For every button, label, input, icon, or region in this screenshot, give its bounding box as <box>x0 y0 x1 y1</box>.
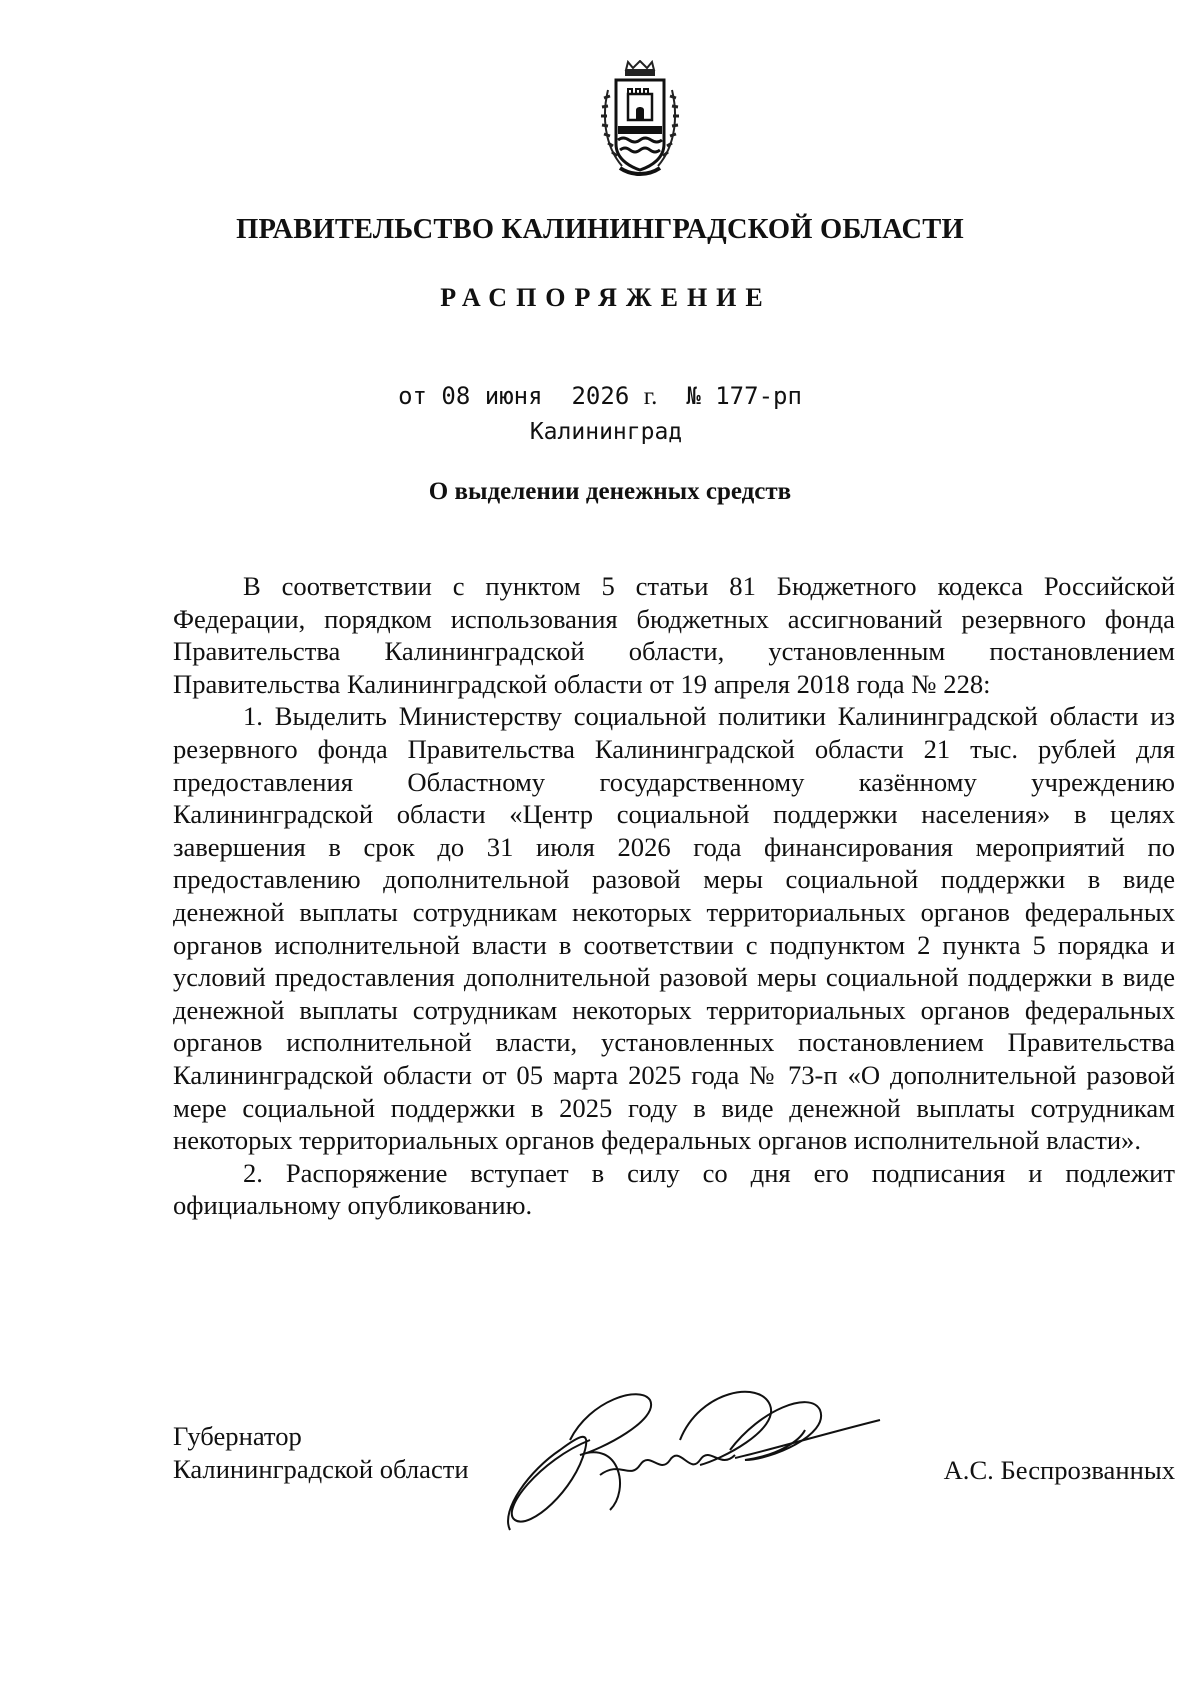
handwritten-signature <box>500 1380 900 1540</box>
item-2-paragraph: 2. Распоряжение вступает в силу со дня его подписания и подлежит официальному опубликованию. <box>173 1157 1175 1221</box>
position-line-2: Калининградской области <box>173 1454 469 1484</box>
signatory-position <box>173 1420 469 1486</box>
signatory-name: А.С. Беспрозванных <box>943 1455 1175 1485</box>
date-year: 2026 <box>571 382 630 410</box>
date-prefix: от <box>398 382 427 410</box>
document-number: 177-рп <box>715 382 802 410</box>
date-month: июня <box>484 382 543 410</box>
organization-title: ПРАВИТЕЛЬСТВО КАЛИНИНГРАДСКОЙ ОБЛАСТИ <box>236 214 964 245</box>
number-sign: № <box>686 382 701 410</box>
document-body <box>173 570 1175 1222</box>
city: Калининград <box>529 419 683 445</box>
date-day: 08 <box>441 382 471 410</box>
document-type: РАСПОРЯЖЕНИЕ <box>440 283 772 312</box>
document-subject: О выделении денежных средств <box>428 478 792 505</box>
coat-of-arms-icon <box>598 60 682 180</box>
item-1-paragraph: 1. Выделить Министерству социальной политики Калининградской области из резервного фонда Правительства Калининградской области 21 тыс. рублей для предоставления Областному государственному казённому учреждению Калининградской области «Центр социальной поддержки населения» в целях завершения в срок до 31 июля 2026 года финансирования мероприятий по предоставлению дополнительной разовой меры социальной поддержки в виде денежной выплаты сотрудникам некоторых территориальных органов федеральных органов исполнительной власти в соответствии с подпунктом 2 пункта 5 порядка и условий предоставления дополнительной разовой меры социальной поддержки в виде денежной выплаты сотрудникам некоторых территориальных органов федеральных органов исполнительной власти, установленных постановлением Правительства Калининградской области от 05 марта 2025 года № 73-п «О дополнительной разовой мере социальной поддержки в 2025 году в виде денежной выплаты сотрудникам некоторых территориальных органов федеральных органов исполнительной власти». <box>173 701 1175 1156</box>
date-number-line <box>0 382 1200 411</box>
position-line-1: Губернатор <box>173 1421 302 1451</box>
year-suffix: г. <box>643 383 658 410</box>
intro-paragraph: В соответствии с пунктом 5 статьи 81 Бюджетного кодекса Российской Федерации, порядком использования бюджетных ассигнований резервного фонда Правительства Калининградской области, установленным постановлением Правительства Калининградской области от 19 апреля 2018 года № 228: <box>173 571 1175 699</box>
